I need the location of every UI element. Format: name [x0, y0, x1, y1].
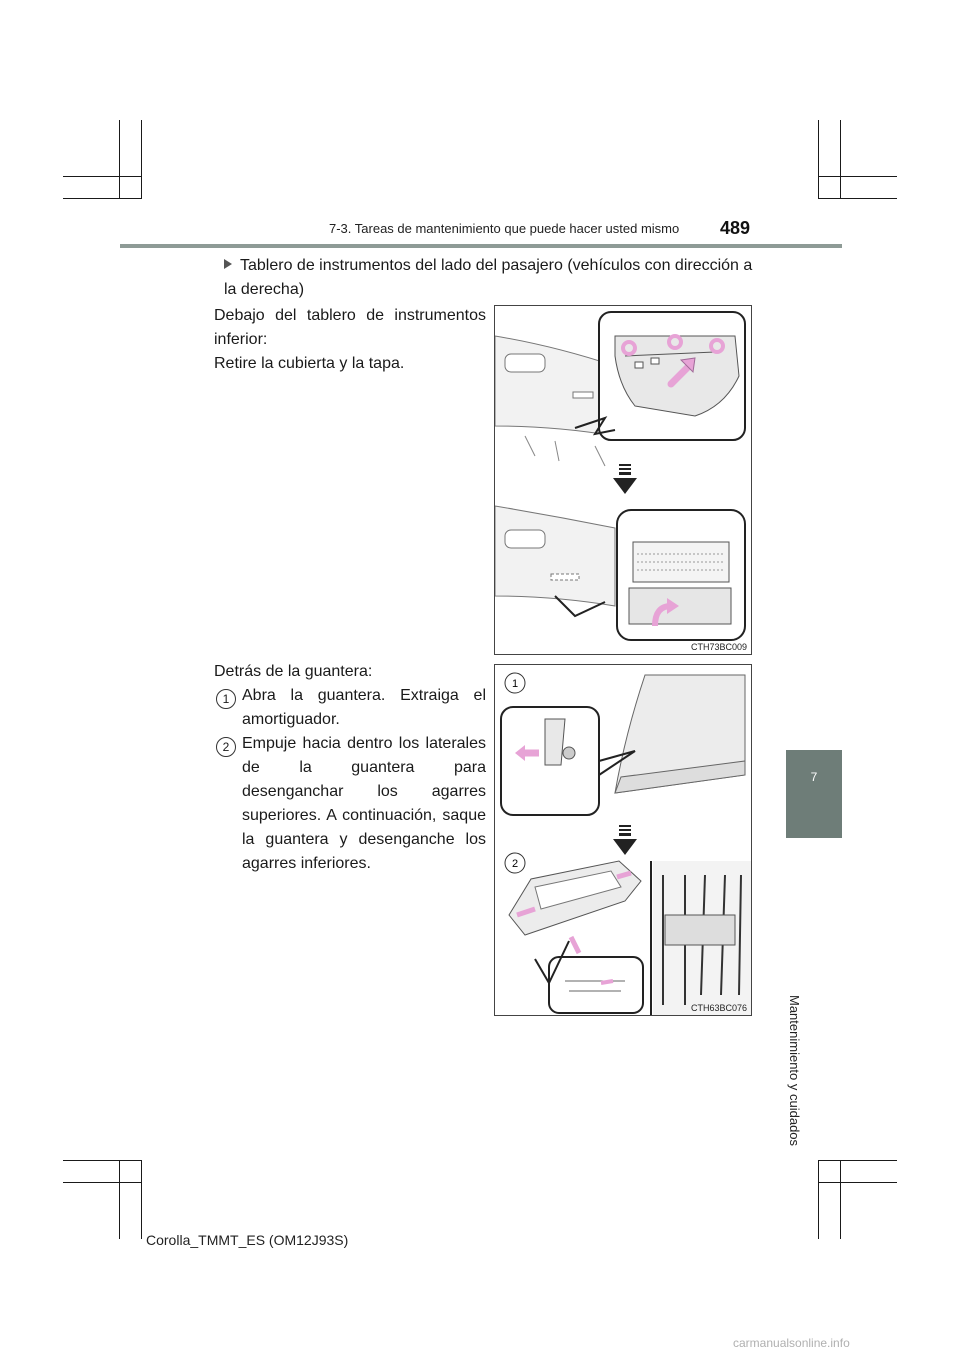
header-rule: [120, 244, 842, 248]
chapter-number: 7: [810, 770, 818, 784]
crop-mark: [818, 1182, 897, 1183]
callout-2: 2: [511, 858, 519, 870]
crop-mark: [840, 1160, 841, 1239]
crop-mark: [63, 198, 141, 199]
crop-mark: [63, 1182, 141, 1183]
section-heading: [224, 254, 764, 302]
figure-glovebox-drawing: [495, 665, 751, 1015]
triangle-bullet-icon: [224, 259, 232, 269]
chapter-tab: [786, 750, 842, 838]
section-title: 7-3. Tareas de mantenimiento que puede hacer usted mismo: [329, 221, 680, 236]
step2-text: Empuje hacia dentro los laterales de la guantera para desenganchar los agarres superiores. A continuación, saque la guantera y desenganche los agarres inferiores.: [242, 735, 486, 872]
figure-cover-removal-drawing: [495, 306, 751, 654]
crop-mark: [141, 1160, 142, 1239]
crop-mark: [141, 120, 142, 199]
watermark: carmanualsonline.info: [733, 1336, 850, 1350]
document-id: Corolla_TMMT_ES (OM12J93S): [146, 1232, 349, 1248]
figure-cover-removal: [494, 305, 752, 655]
crop-mark: [119, 120, 120, 199]
crop-mark: [818, 176, 897, 177]
heading-text: Tablero de instrumentos del lado del pasajero (vehículos con dirección a la derecha): [224, 257, 753, 298]
block1-intro: Debajo del tablero de instrumentos inferior:: [214, 307, 486, 348]
step1-text: Abra la guantera. Extraiga el amortiguador.: [242, 687, 486, 728]
crop-mark: [119, 1160, 120, 1239]
figure-glovebox-removal: [494, 664, 752, 1016]
crop-mark: [818, 120, 819, 199]
figure2-code: CTH63BC076: [690, 1003, 747, 1013]
callout-1: 1: [511, 678, 519, 690]
step1-number: 1: [216, 689, 236, 709]
chapter-label: Mantenimiento y cuidados: [787, 995, 802, 1147]
crop-mark: [818, 1160, 819, 1239]
block2-intro: Detrás de la guantera:: [214, 663, 373, 680]
crop-mark: [63, 176, 141, 177]
page-number: 489: [720, 218, 751, 238]
block1-instruction: Retire la cubierta y la tapa.: [214, 355, 405, 372]
crop-mark: [818, 1160, 897, 1161]
crop-mark: [63, 1160, 141, 1161]
crop-mark: [818, 198, 897, 199]
step2-number: 2: [216, 737, 236, 757]
crop-mark: [840, 120, 841, 199]
figure1-code: CTH73BC009: [690, 642, 747, 652]
